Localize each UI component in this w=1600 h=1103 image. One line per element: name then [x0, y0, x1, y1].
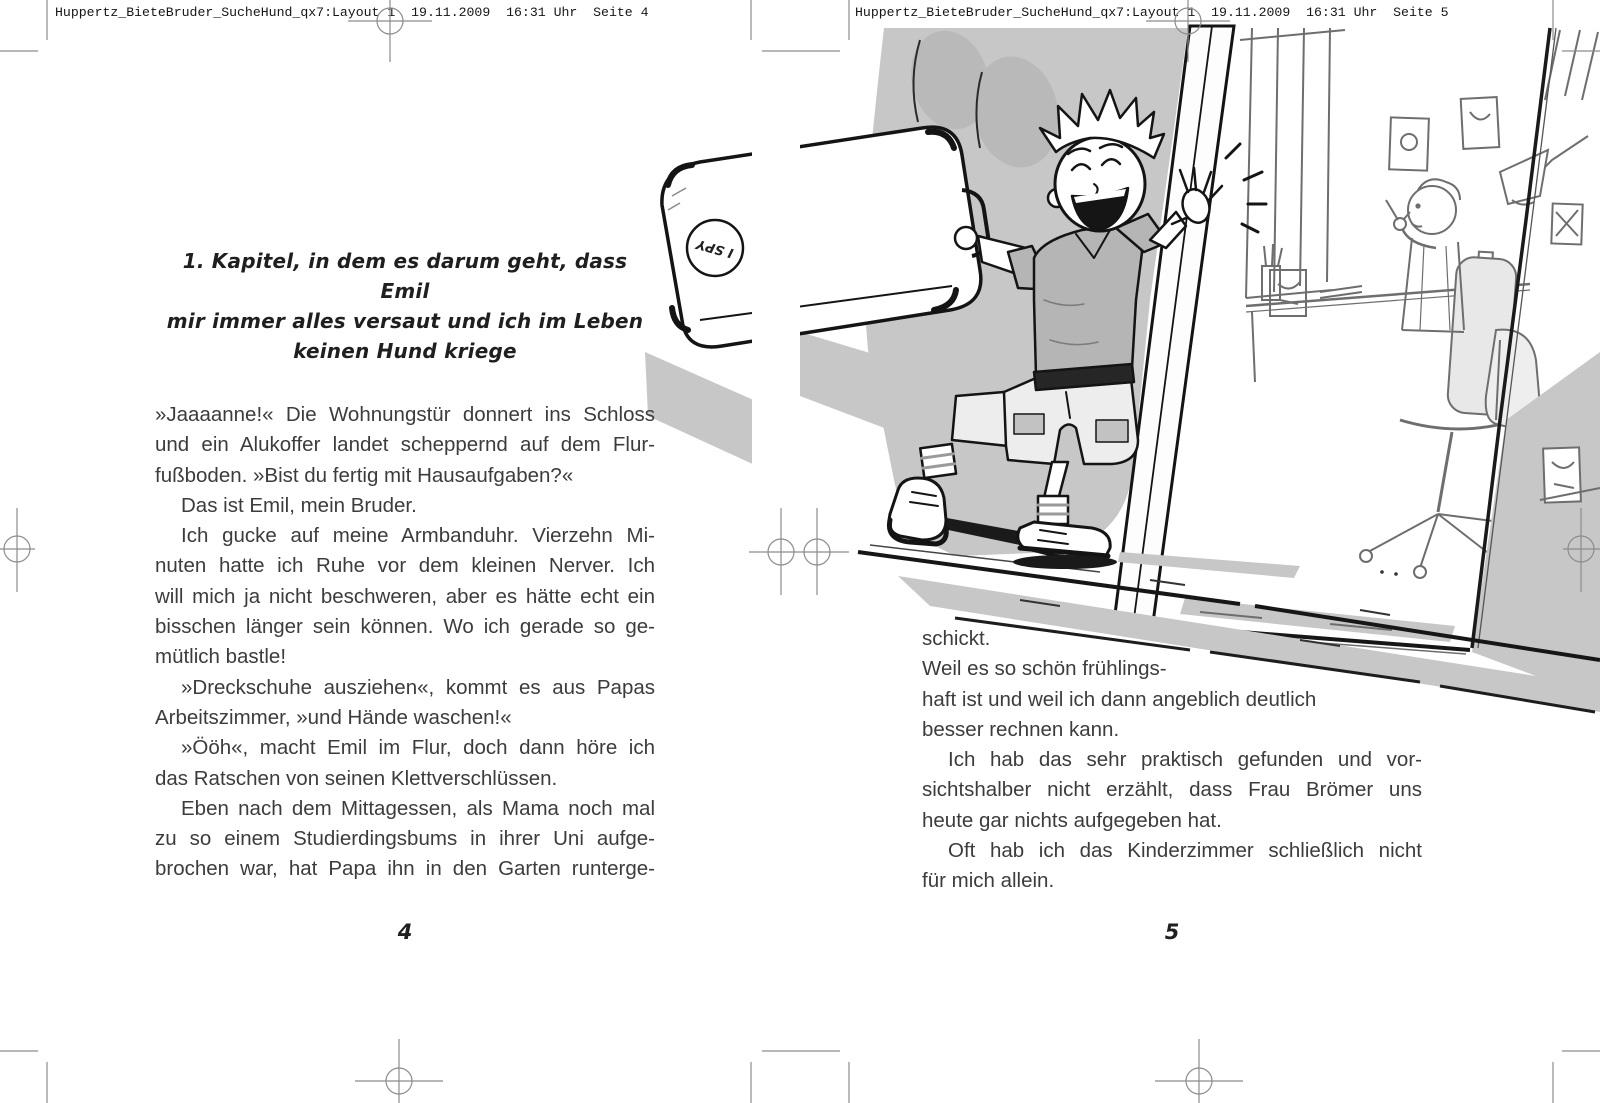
text-line: das Ratschen von seinen Klettverschlüssen. [155, 766, 558, 790]
text-line: mütlich bastle! [155, 645, 287, 669]
print-slug-right: Huppertz_BieteBruder_SucheHund_qx7:Layout 1 19.11.2009 16:31 Uhr Seite 5 [855, 5, 1449, 20]
crop-marks-bottom [0, 1051, 1600, 1103]
text-line: zu so einem Studierdingsbums in ihrer Uni aufge- [155, 827, 655, 851]
motion-lines [1226, 144, 1266, 232]
text-line: will mich ja nicht beschweren, aber es hätte echt ein [155, 584, 655, 608]
spy-sticker-text: I SPY [694, 235, 736, 261]
text-line: Arbeitszimmer, »und Hände waschen!« [155, 705, 512, 729]
chapter-title [155, 246, 655, 366]
text-line: Oft hab ich das Kinderzimmer schließlich nicht [948, 839, 1422, 863]
desk-lamp [1500, 136, 1588, 205]
text-line: fußboden. »Bist du fertig mit Hausaufgaben?« [155, 463, 574, 487]
page-number-right: 5 [1164, 920, 1180, 944]
body-text-left-page [155, 400, 655, 885]
text-line: Das ist Emil, mein Bruder. [181, 493, 417, 517]
text-line: heute gar nichts aufgegeben hat. [922, 808, 1222, 832]
text-line: Eben nach dem Mittagessen, als Mama noch mal [181, 796, 655, 820]
text-line: sichtshalber nicht erzählt, dass Frau Brömer uns [922, 778, 1422, 802]
text-line: für mich allein. [922, 869, 1055, 893]
text-line: schickt. [922, 627, 991, 650]
text-line: brochen war, hat Papa ihn in den Garten runterge- [155, 857, 655, 881]
text-line: bisschen länger sein können. Wo ich gerade so ge- [155, 615, 655, 639]
body-text-right-page [922, 624, 1422, 897]
chapter-title-line: keinen Hund kriege [293, 339, 517, 363]
chapter-title-line: 1. Kapitel, in dem es darum geht, dass Emil [182, 249, 628, 303]
text-line: nuten hatte ich Ruhe vor dem kleinen Nerver. Ich [155, 554, 655, 578]
page-gutter [752, 0, 800, 1103]
text-line: »Jaaaanne!« Die Wohnungstür donnert ins Schloss [155, 403, 655, 426]
text-line: Weil es so schön frühlings- [922, 657, 1167, 681]
text-line: »Ööh«, macht Emil im Flur, doch dann höre ich [181, 736, 655, 760]
text-line: haft ist und weil ich dann angeblich deutlich [922, 687, 1317, 711]
text-line: »Dreckschuhe ausziehen«, kommt es aus Papas [181, 675, 655, 699]
text-line: und ein Alukoffer landet scheppernd auf dem Flur- [155, 433, 655, 457]
page-number-left: 4 [397, 920, 413, 944]
father-figure [1386, 179, 1464, 332]
text-line: Ich hab das sehr praktisch gefunden und vor- [948, 748, 1422, 772]
text-line: Ich gucke auf meine Armbanduhr. Vierzehn Mi- [181, 524, 655, 548]
chapter-title-line: mir immer alles versaut und ich im Leben [166, 309, 644, 333]
text-line: besser rechnen kann. [922, 717, 1120, 741]
print-slug-left: Huppertz_BieteBruder_SucheHund_qx7:Layout 1 19.11.2009 16:31 Uhr Seite 4 [55, 5, 649, 20]
